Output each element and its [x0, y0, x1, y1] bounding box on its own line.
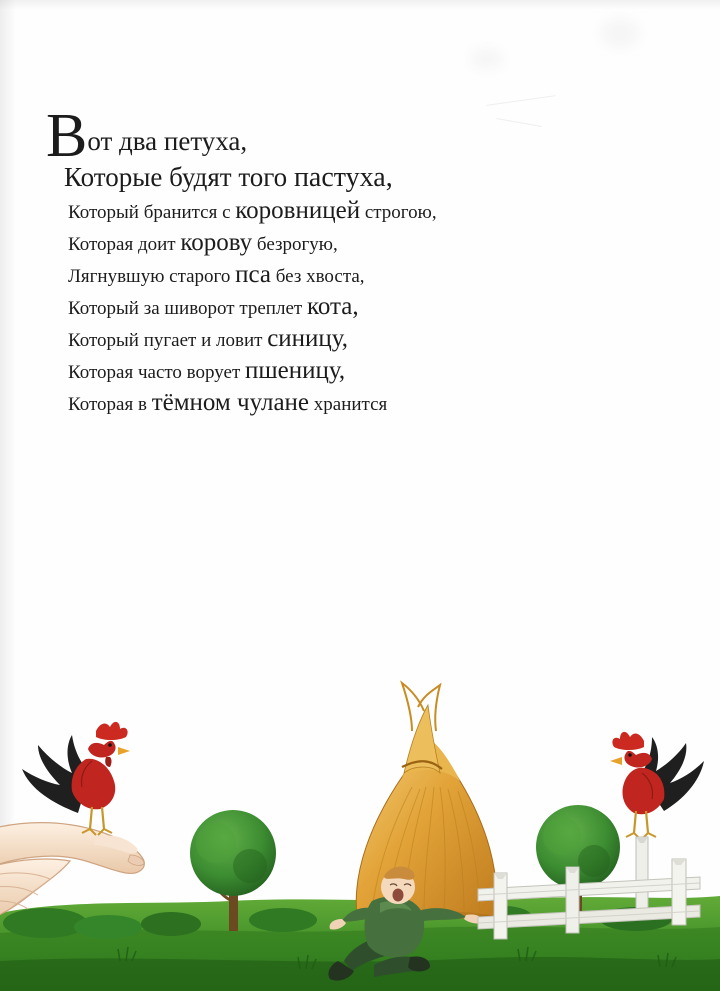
poem-line-9 — [46, 390, 666, 415]
scan-artifact — [486, 95, 555, 106]
poem-line-2-part-2: пастуха, — [293, 161, 393, 193]
poem-line-2 — [46, 161, 666, 193]
rooster-left — [22, 722, 130, 835]
poem-line-5-part-2: пса — [235, 260, 271, 288]
poem-line-6-part-2: кота, — [306, 292, 359, 320]
poem-line-3-part-3: строгою, — [360, 201, 437, 223]
poem-line-3-part-1: Который бранится с — [68, 201, 236, 223]
poem-line-4-part-3: безрогую, — [252, 233, 338, 255]
illustration — [0, 661, 720, 991]
poem-line-8 — [46, 358, 666, 383]
poem-line-3-part-2: коровницей — [235, 196, 361, 224]
poem-line-1-text: от два петуха, — [87, 126, 248, 156]
poem-line-7-part-2: синицу, — [267, 324, 349, 352]
poem-line-9-part-3: хранится — [309, 393, 388, 415]
haystack — [356, 683, 497, 919]
poem-line-8-part-2: пшеницу, — [245, 356, 346, 384]
scan-artifact — [470, 48, 504, 70]
poem-line-4-part-2: корову — [180, 228, 253, 256]
poem-line-9-part-1: Которая в — [68, 393, 152, 415]
poem-line-4 — [46, 230, 666, 255]
poem-line-1 — [46, 102, 666, 170]
poem-line-5-part-3: без хвоста, — [271, 265, 365, 287]
poem-line-9-part-2: тёмном чулане — [151, 388, 310, 416]
poem-line-4-part-1: Которая доит — [68, 233, 181, 255]
poem-line-2-part-1: Которые будят того — [64, 161, 294, 192]
poem-line-7-part-1: Который пугает и ловит — [68, 329, 268, 351]
page-edge-shadow-top — [0, 0, 720, 10]
poem-line-7 — [46, 326, 666, 351]
poem-dropcap: В — [46, 102, 88, 170]
poem-line-3 — [46, 198, 666, 223]
poem-line-8-part-1: Которая часто ворует — [68, 361, 246, 383]
poem-line-6-part-1: Который за шиворот треплет — [68, 297, 307, 319]
poem-line-5-part-1: Лягнувшую старого — [68, 265, 236, 287]
scan-artifact — [600, 18, 640, 48]
poem-text-block — [46, 102, 666, 422]
poem-line-6 — [46, 294, 666, 319]
poem-line-5 — [46, 262, 666, 287]
